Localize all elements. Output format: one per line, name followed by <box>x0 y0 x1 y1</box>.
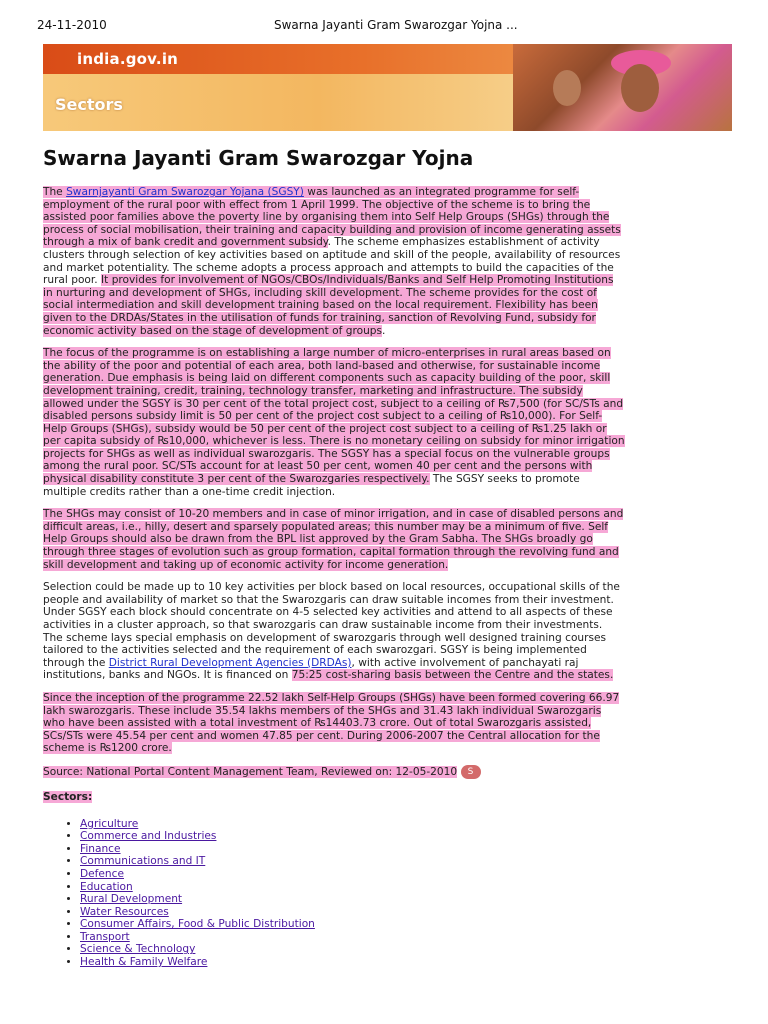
photo-man <box>621 64 659 112</box>
sector-item <box>80 893 625 906</box>
sector-item <box>80 906 625 919</box>
sector-item <box>80 881 625 894</box>
sector-item <box>80 931 625 944</box>
sector-item <box>80 918 625 931</box>
text-segment: was launched as an integrated programme for self-employment of the rural poor with effect from 1 April 1999. The objective of the scheme is to bring the assisted poor families above the poverty line by organising them into Self Help Groups (SHGs) through the process of social mobilisation, their training and capacity building and provision of income generating assets through a mix of bank credit and government subsidy <box>43 186 621 249</box>
text-segment: . <box>382 324 386 337</box>
drda-link[interactable]: District Rural Development Agencies (DRDAs) <box>108 656 352 669</box>
sector-link[interactable]: Commerce and Industries <box>80 830 217 843</box>
text-segment: The SGSY has a special focus on the vulnerable groups among the rural poor. SC/STs account for at least 50 per cent, women 40 per cent and the persons with physical disability constitute 3 per cent of the Swarozgaries respectively. <box>43 447 610 486</box>
sector-item <box>80 843 625 856</box>
sector-item <box>80 956 625 969</box>
sector-link[interactable]: Agriculture <box>80 817 139 830</box>
paragraph-selection <box>43 581 625 682</box>
sector-link[interactable]: Health & Family Welfare <box>80 956 208 969</box>
photo-woman <box>553 70 581 106</box>
sgsy-link[interactable]: Swarnjayanti Gram Swarozgar Yojana (SGSY) <box>66 186 304 198</box>
sector-item <box>80 943 625 956</box>
sector-item <box>80 855 625 868</box>
text-segment: . The scheme emphasizes establishment of activity clusters through selection of key activities based on aptitude and skill of the people, availability of resources and market potentiality. The scheme adopts a process approach and attempts to build the capacities of the rural poor. <box>43 236 621 287</box>
sector-link[interactable]: Rural Development <box>80 893 183 906</box>
sector-item <box>80 868 625 881</box>
print-date: 24-11-2010 <box>37 18 107 32</box>
text-segment: , with active involvement of panchayati raj institutions, banks and NGOs. It is financed on <box>43 656 579 682</box>
source-line <box>43 765 625 779</box>
share-icon[interactable]: S <box>461 765 481 779</box>
text-segment: The SHGs may consist of 10-20 members and in case of minor irrigation, and in case of disabled persons and difficult areas, i.e., hilly, desert and sparsely populated areas; this number may be a minimum of five. Self Help Groups should also be drawn from the BPL list approved by the Gram Sabha. The SHGs broadly go through three stages of evolution such as group formation, capital formation through the revolving fund and skill development and taking up of economic activity for income generation. <box>43 508 624 571</box>
text-segment: 75:25 cost-sharing basis between the Centre and the states. <box>291 669 614 682</box>
site-banner <box>43 44 732 131</box>
paragraph-intro <box>43 186 625 337</box>
sector-link[interactable]: Finance <box>80 842 121 855</box>
sector-link[interactable]: Defence <box>80 867 124 880</box>
sectors-heading <box>43 791 625 804</box>
sectors-list <box>43 818 625 969</box>
sector-link[interactable]: Science & Technology <box>80 943 196 956</box>
banner-photo <box>513 44 732 131</box>
text-segment: The focus of the programme is on establishing a large number of micro-enterprises in rural areas based on the ability of the poor and potential of each area, both land-based and otherwise, for sustainable income generation. Due emphasis is being laid on different components such as capacity building of the poor, skill development training, credit, training, technology transfer, marketing and infrastructure. The subsidy allowed under the SGSY is 30 per cent of the total project cost, subject to a ceiling of ₨7,500 (for SC/STs and disabled persons subsidy limit is 50 per cent of the project cost subject to a ceiling of ₨10,000). <box>43 347 624 423</box>
paragraph-inception <box>43 692 625 755</box>
source-text: Source: National Portal Content Management Team, Reviewed on: 12-05-2010 <box>43 765 458 778</box>
text-segment: The <box>43 186 67 198</box>
sector-link[interactable]: Transport <box>80 930 130 943</box>
sector-link[interactable]: Education <box>80 880 133 893</box>
text-segment: Selection could be made up to 10 key activities per block based on local resources, occupational skills of the people and availability of market so that the Swarozgaris can draw suitable incomes from their investment. Under SGSY each block should concentrate on 4-5 selected key activities and attend to all aspects of these activities in a cluster approach, so that swarozgaris can draw sustainable income from their investments. The scheme lays special emphasis on development of swarozgaris through well designed training courses tailored to the activities selected and the requirement of each swarozgari. SGSY is being implemented through the <box>43 581 620 669</box>
sectors-label: Sectors: <box>43 790 93 803</box>
text-segment: The SGSY seeks to promote multiple credits rather than a one-time credit injection. <box>43 473 580 498</box>
india-gov-logo[interactable]: india.gov.in <box>77 50 179 68</box>
sector-link[interactable]: Water Resources <box>80 905 169 918</box>
page-title: Swarna Jayanti Gram Swarozgar Yojna <box>43 146 474 170</box>
sector-item <box>80 830 625 843</box>
article-content <box>43 186 625 969</box>
text-segment: Since the inception of the programme 22.52 lakh Self-Help Groups (SHGs) have been formed covering 66.97 lakh swarozgaris. These include 35.54 lakhs members of the SHGs and 31.43 lakh individual Swarozgaris who have been assisted with a total investment of ₨14403.73 crore. Out of total Swarozgaris assisted, SCs/STs were 45.54 per cent and women 47.85 per cent. During 2006-2007 the Central allocation for the scheme is ₨1200 crore. <box>43 691 620 755</box>
paragraph-focus <box>43 347 625 498</box>
text-segment: It provides for involvement of NGOs/CBOs/Individuals/Banks and Self Help Promoting Institutions in nurturing and development of SHGs, including skill development. The scheme provides for the cost of social intermediation and skill development training based on the local requirement. Flexibility has been given to the DRDAs/States in the utilisation of funds for training, sanction of Revolving Fund, subsidy for economic activity based on the stage of development of groups <box>43 274 614 337</box>
print-page-title: Swarna Jayanti Gram Swarozgar Yojna ... <box>274 18 518 32</box>
text-segment: For Self-Help Groups (SHGs), subsidy would be 50 per cent of the project cost subject to a ceiling of ₨1.25 lakh or per capita subsidy of ₨10,000, whichever is less. There is no monetary ceiling on subsidy for minor irrigation projects for SHGs as well as individual swarozgaris. <box>43 410 625 460</box>
sectors-banner-heading: Sectors <box>55 95 123 114</box>
sector-link[interactable]: Communications and IT <box>80 855 206 868</box>
sector-item <box>80 818 625 831</box>
sector-link[interactable]: Consumer Affairs, Food & Public Distribution <box>80 918 315 931</box>
paragraph-shgs <box>43 508 625 571</box>
